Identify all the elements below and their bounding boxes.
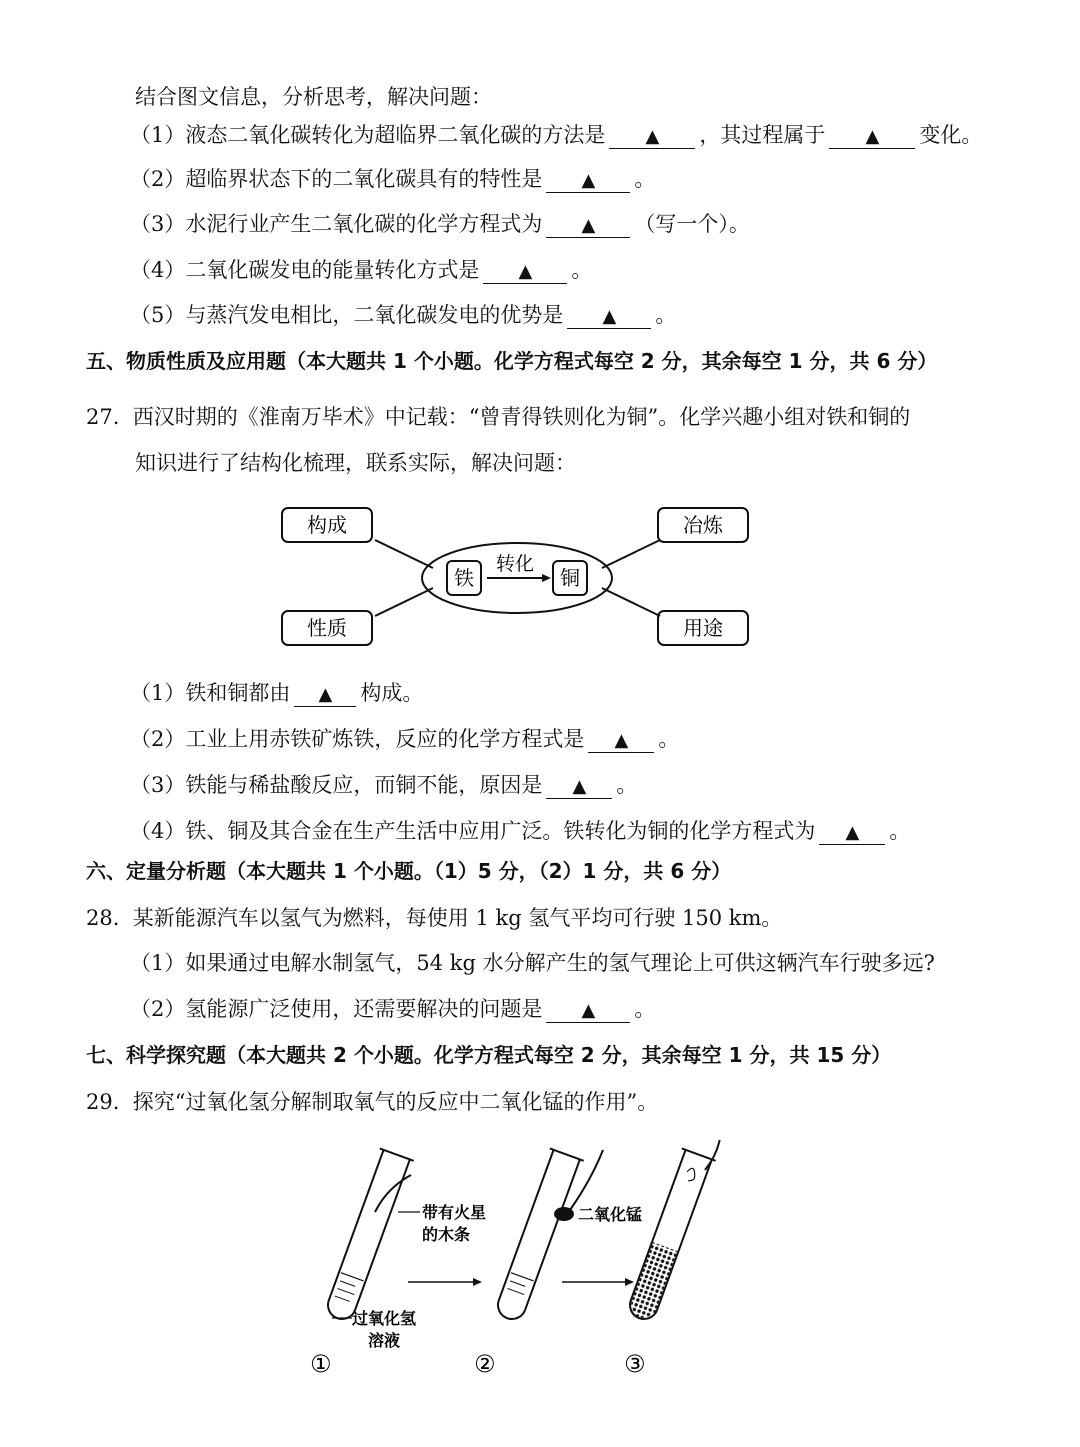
- triangle-icon: ▲: [518, 261, 533, 282]
- item-text: 氢能源广泛使用，还需要解决的问题是: [185, 997, 543, 1021]
- answer-blank: [546, 998, 630, 1023]
- answer-blank: [483, 259, 567, 284]
- q26-item-3: [130, 209, 750, 239]
- triangle-icon: ▲: [845, 822, 860, 843]
- q28-item-2: [130, 994, 655, 1024]
- item-label: （5）: [130, 303, 186, 327]
- item-text: 与蒸汽发电相比，二氧化碳发电的优势是: [185, 303, 564, 327]
- test-tube-3: [622, 1140, 720, 1324]
- tube-number-2: ②: [474, 1350, 496, 1378]
- item-label: （3）: [130, 212, 186, 236]
- question-text: 探究“过氧化氢分解制取氧气的反应中二氧化锰的作用”。: [132, 1090, 659, 1114]
- section-7-heading: 七、科学探究题（本大题共 2 个小题。化学方程式每空 2 分，其余每空 1 分，共 15 分）: [86, 1043, 892, 1067]
- answer-blank: [546, 168, 630, 193]
- connector-line: [602, 588, 660, 616]
- item-label: （1）: [130, 123, 186, 147]
- test-tube-1: [320, 1148, 420, 1324]
- q26-item-2: [130, 164, 655, 194]
- item-label: （2）: [130, 997, 186, 1021]
- triangle-icon: ▲: [614, 730, 629, 751]
- answer-blank: [294, 682, 356, 707]
- q27-item-2: [130, 724, 679, 754]
- item-label: （1）: [130, 951, 186, 975]
- item-text: 。: [889, 819, 911, 843]
- label-transform: 转化: [495, 553, 535, 575]
- label-solution-1: 过氧化氢: [352, 1309, 417, 1328]
- question-number: 27.: [86, 405, 120, 429]
- connector-line: [602, 540, 660, 568]
- answer-blank: [609, 124, 695, 149]
- iron-copper-diagram: [270, 498, 770, 658]
- q26-item-5: [130, 300, 676, 330]
- item-label: （2）: [130, 727, 186, 751]
- q28-item-1: [130, 948, 935, 978]
- section-6-heading: 六、定量分析题（本大题共 1 个小题。（1）5 分，（2）1 分，共 6 分）: [86, 859, 732, 883]
- triangle-icon: ▲: [572, 776, 587, 797]
- answer-blank: [546, 213, 630, 238]
- label-solution-2: 溶液: [368, 1331, 401, 1350]
- item-text: 水泥行业产生二氧化碳的化学方程式为: [185, 212, 543, 236]
- triangle-icon: ▲: [581, 1000, 596, 1021]
- triangle-icon: ▲: [318, 684, 333, 705]
- item-text: 二氧化碳发电的能量转化方式是: [185, 258, 480, 282]
- label-composition: 构成: [307, 513, 347, 537]
- q27-item-1: [130, 678, 423, 708]
- item-text: 铁、铜及其合金在生产生活中应用广泛。铁转化为铜的化学方程式为: [185, 819, 816, 843]
- answer-blank: [546, 774, 612, 799]
- item-text: 构成。: [360, 681, 424, 705]
- q26-item-4: [130, 255, 592, 285]
- item-text: 。: [658, 727, 680, 751]
- answer-blank: [567, 304, 651, 329]
- item-text: 如果通过电解水制氢气，54 kg 水分解产生的氢气理论上可供这辆汽车行驶多远?: [185, 951, 935, 975]
- q27-item-4: [130, 816, 910, 846]
- test-tube-2: [490, 1148, 603, 1324]
- glowing-splint: [705, 1140, 720, 1170]
- item-text: 。: [655, 303, 677, 327]
- q26-item-1: [130, 120, 982, 150]
- q27-item-3: [130, 770, 637, 800]
- item-text: 。: [616, 773, 638, 797]
- arrow-head: [542, 574, 551, 582]
- item-label: （4）: [130, 258, 186, 282]
- answer-blank: [829, 124, 915, 149]
- section-5-heading: 五、物质性质及应用题（本大题共 1 个小题。化学方程式每空 2 分，其余每空 1 分，共 6 分）: [86, 349, 938, 373]
- spatula: [570, 1150, 603, 1210]
- item-label: （1）: [130, 681, 186, 705]
- arrow-head: [625, 1278, 634, 1286]
- answer-blank: [588, 728, 654, 753]
- label-copper: 铜: [560, 566, 580, 590]
- q27-stem-line1: [86, 402, 910, 432]
- triangle-icon: ▲: [581, 170, 596, 191]
- q27-stem-line2: 知识进行了结构化梳理，联系实际，解决问题：: [135, 451, 576, 475]
- label-uses: 用途: [683, 616, 723, 640]
- label-properties: 性质: [307, 616, 347, 640]
- item-label: （2）: [130, 167, 186, 191]
- item-text: 铁和铜都由: [185, 681, 291, 705]
- triangle-icon: ▲: [581, 215, 596, 236]
- item-text: 。: [571, 258, 593, 282]
- triangle-icon: ▲: [645, 126, 660, 147]
- label-glowing-splint-2: 的木条: [422, 1225, 471, 1244]
- triangle-icon: ▲: [865, 126, 880, 147]
- triangle-icon: ▲: [602, 306, 617, 327]
- q29-stem: [86, 1087, 658, 1117]
- label-iron: 铁: [454, 566, 474, 590]
- answer-blank: [819, 820, 885, 845]
- connector-line: [375, 540, 433, 568]
- item-text: 工业上用赤铁矿炼铁，反应的化学方程式是: [185, 727, 585, 751]
- experiment-figure: [280, 1140, 760, 1380]
- item-text: 液态二氧化碳转化为超临界二氧化碳的方法是: [185, 123, 606, 147]
- intro-text: 结合图文信息，分析思考，解决问题：: [135, 85, 492, 109]
- item-label: （4）: [130, 819, 186, 843]
- question-text: 西汉时期的《淮南万毕术》中记载：“曾青得铁则化为铜”。化学兴趣小组对铁和铜的: [132, 405, 911, 429]
- label-glowing-splint-1: 带有火星: [422, 1203, 487, 1222]
- item-text: （写一个）。: [634, 212, 750, 236]
- item-text: 超临界状态下的二氧化碳具有的特性是: [185, 167, 543, 191]
- label-mno2: 二氧化锰: [578, 1205, 643, 1224]
- item-text: ，其过程属于: [699, 123, 826, 147]
- question-text: 某新能源汽车以氢气为燃料，每使用 1 kg 氢气平均可行驶 150 km。: [132, 906, 783, 930]
- item-text: 。: [634, 167, 656, 191]
- item-label: （3）: [130, 773, 186, 797]
- question-number: 28.: [86, 906, 120, 930]
- item-text: 。: [634, 997, 656, 1021]
- arrow-head: [473, 1278, 482, 1286]
- question-number: 29.: [86, 1090, 120, 1114]
- item-text: 铁能与稀盐酸反应，而铜不能，原因是: [185, 773, 543, 797]
- item-text: 变化。: [919, 123, 983, 147]
- q28-stem: [86, 903, 782, 933]
- label-smelting: 冶炼: [683, 513, 723, 537]
- tube-number-1: ①: [310, 1350, 332, 1378]
- connector-line: [375, 588, 433, 616]
- tube-number-3: ③: [624, 1350, 646, 1378]
